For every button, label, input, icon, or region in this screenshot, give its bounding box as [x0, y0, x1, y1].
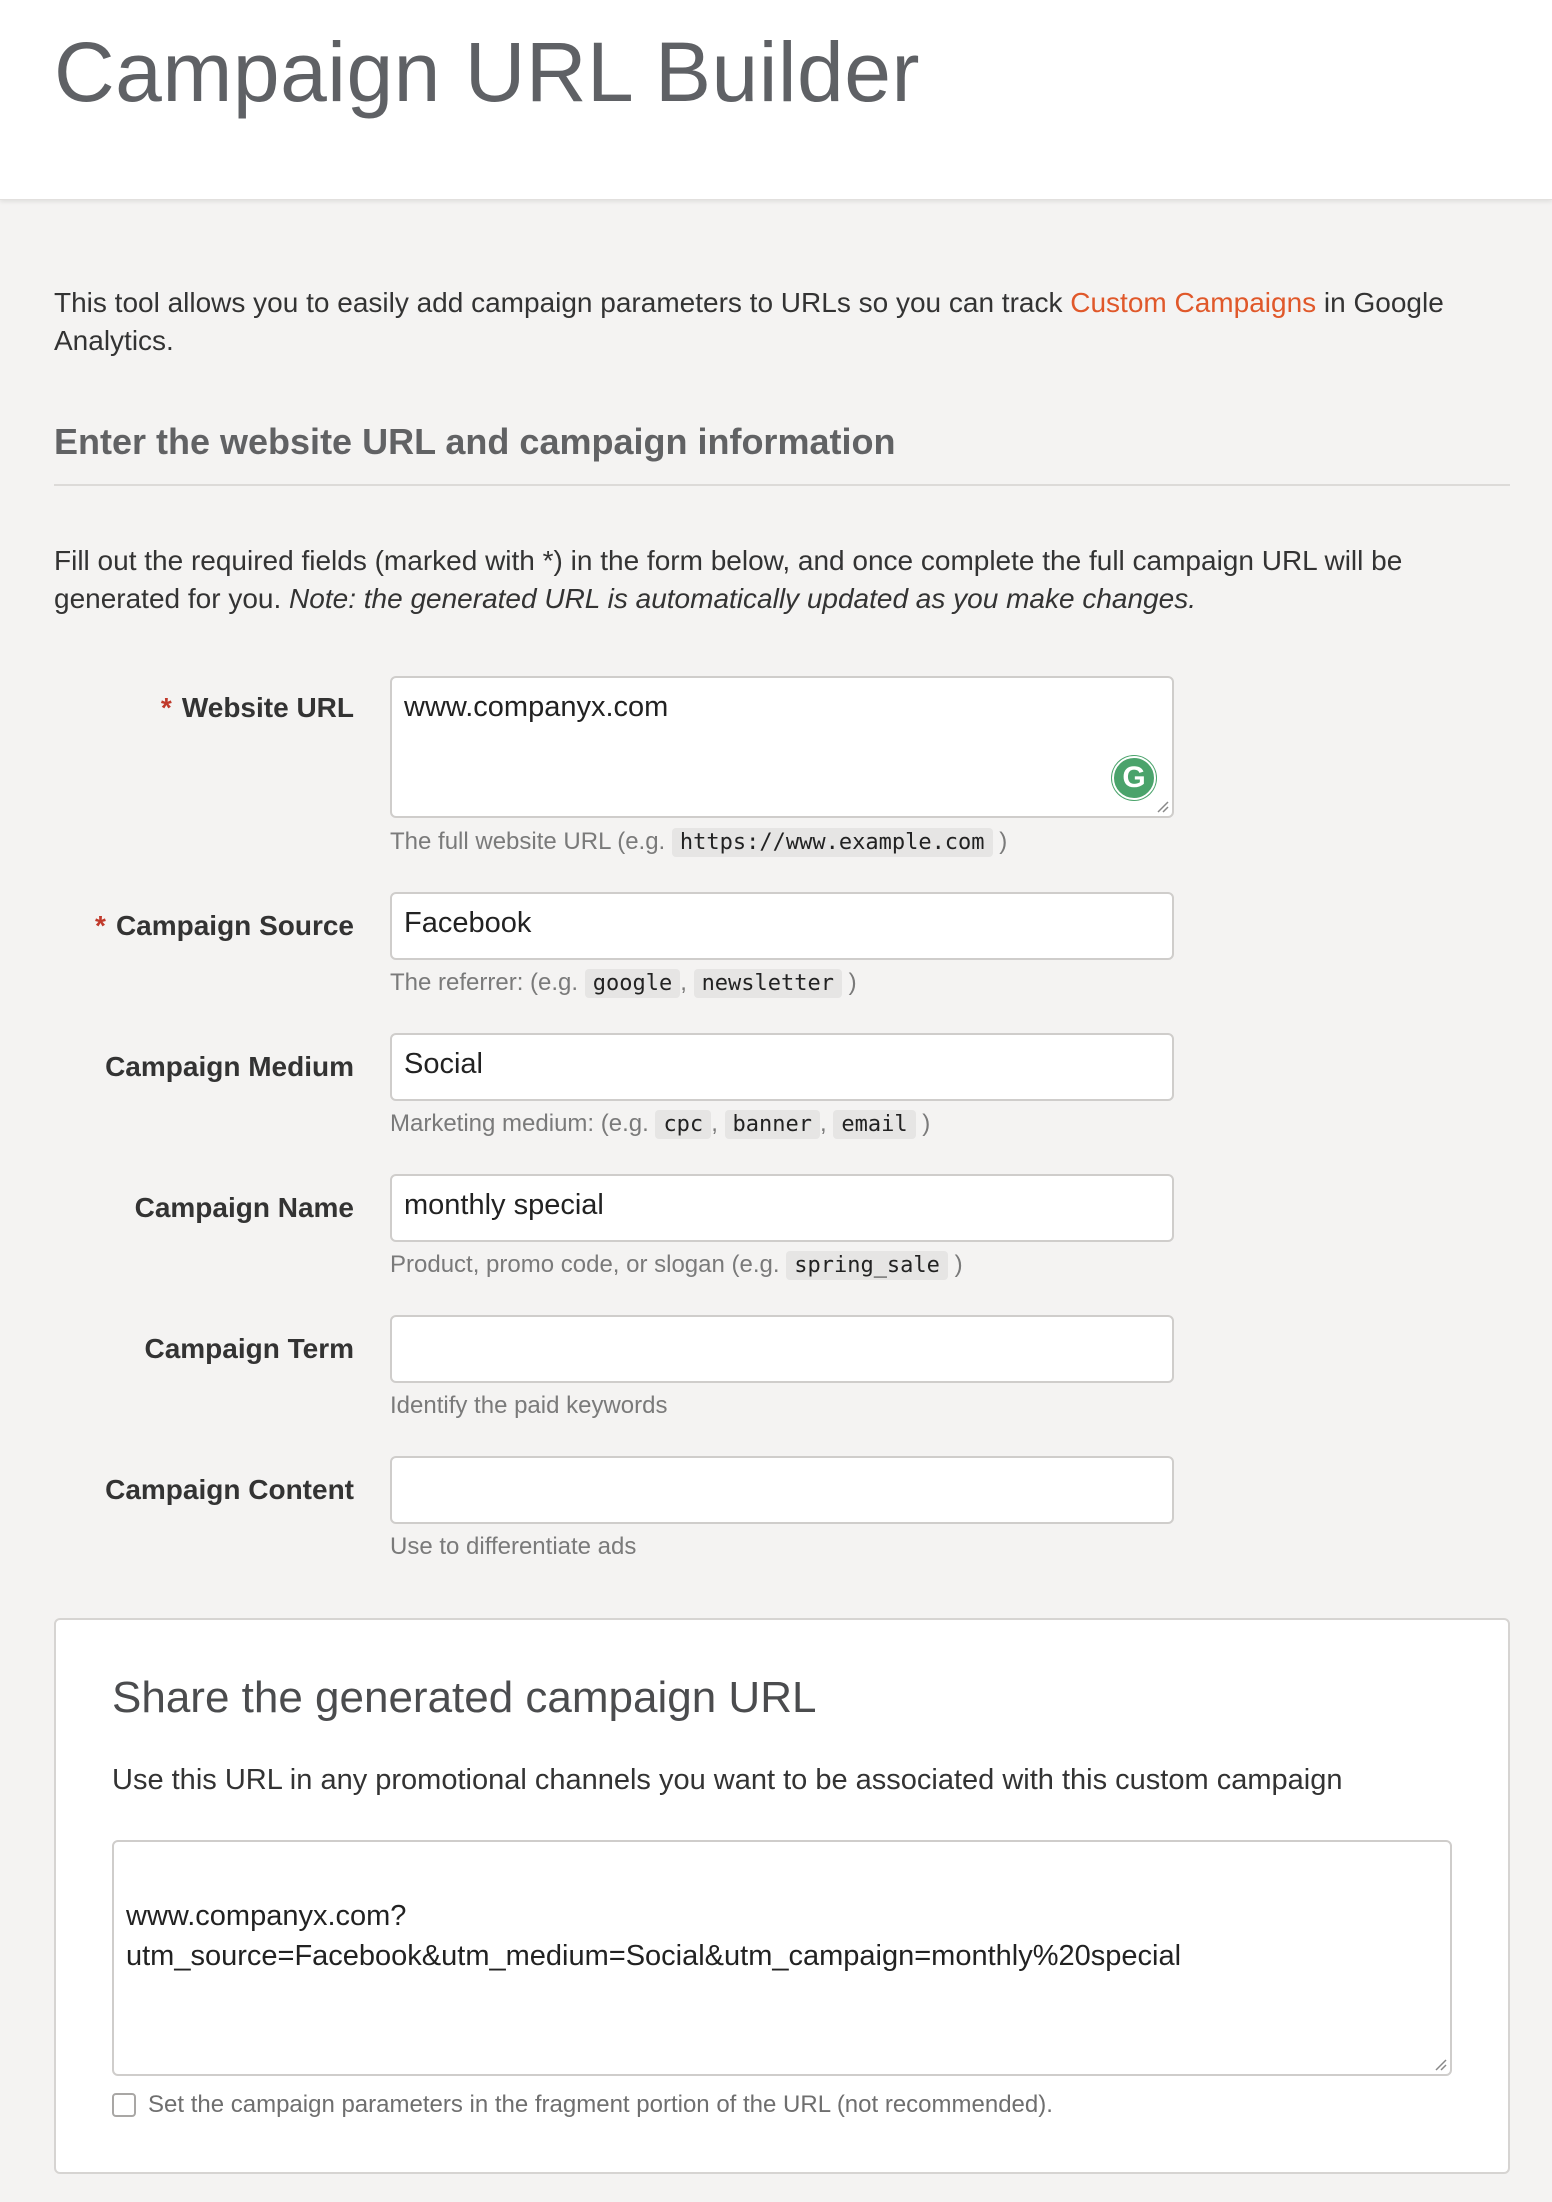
campaign-name-help-end: ) [947, 1251, 963, 1278]
share-description: Use this URL in any promotional channels you want to be associated with this custom campaign [112, 1764, 1343, 1796]
campaign-medium-label: Campaign Medium [105, 1051, 354, 1082]
campaign-source-input[interactable] [390, 892, 1174, 960]
campaign-source-help-text: The referrer: (e.g. [390, 969, 585, 996]
campaign-source-help [390, 966, 857, 1001]
campaign-medium-help-text: Marketing medium: (e.g. [390, 1110, 656, 1137]
website-url-help [390, 825, 1007, 860]
campaign-medium-example-banner: banner [725, 1110, 820, 1139]
website-url-label [0, 688, 354, 728]
instructions-paragraph [54, 542, 1514, 618]
campaign-medium-example-cpc: cpc [655, 1110, 711, 1139]
campaign-term-help: Identify the paid keywords [390, 1392, 668, 1419]
required-marker: * [95, 910, 106, 941]
intro-paragraph [54, 284, 1514, 360]
section-heading: Enter the website URL and campaign information [54, 414, 1510, 486]
comma: , [680, 969, 687, 996]
grammarly-icon[interactable]: G [1112, 756, 1156, 800]
resize-handle-icon[interactable] [1155, 799, 1169, 813]
website-url-value: www.companyx.com [404, 691, 669, 723]
campaign-name-example: spring_sale [786, 1251, 948, 1280]
comma: , [711, 1110, 718, 1137]
required-marker: * [160, 692, 172, 723]
fragment-option[interactable] [112, 2088, 1053, 2122]
custom-campaigns-link[interactable]: Custom Campaigns [1070, 287, 1317, 318]
share-title: Share the generated campaign URL [112, 1673, 817, 1722]
fragment-checkbox[interactable] [112, 2093, 136, 2117]
generated-url-field[interactable] [112, 1840, 1452, 2076]
website-url-field[interactable] [390, 676, 1174, 818]
campaign-medium-help-end: ) [915, 1110, 931, 1137]
website-url-help-end: ) [992, 828, 1008, 855]
instructions-text: Fill out the required fields (marked with *) in the form below, and once complete the full campaign URL will be generated for you. [54, 545, 1403, 614]
fragment-label: Set the campaign parameters in the fragment portion of the URL (not recommended). [148, 2091, 1053, 2118]
website-url-example: https://www.example.com [672, 828, 993, 857]
instructions-note: Note: the generated URL is automatically updated as you make changes. [289, 583, 1196, 614]
page-title: Campaign URL Builder [54, 25, 920, 119]
campaign-source-label [0, 906, 354, 946]
campaign-source-value: Facebook [404, 907, 532, 939]
campaign-source-help-end: ) [842, 969, 857, 996]
intro-text-before: This tool allows you to easily add campaign parameters to URLs so you can track [54, 287, 1071, 318]
share-panel [54, 1618, 1510, 2174]
website-url-help-text: The full website URL (e.g. [390, 828, 672, 855]
campaign-name-help-text: Product, promo code, or slogan (e.g. [390, 1251, 787, 1278]
campaign-medium-help [390, 1107, 930, 1142]
campaign-term-input[interactable] [390, 1315, 1174, 1383]
campaign-name-input[interactable] [390, 1174, 1174, 1242]
campaign-medium-example-email: email [833, 1110, 915, 1139]
page-header [0, 0, 1552, 200]
campaign-name-value: monthly special [404, 1189, 604, 1221]
campaign-name-label: Campaign Name [134, 1192, 354, 1223]
campaign-term-label: Campaign Term [144, 1333, 354, 1364]
campaign-medium-value: Social [404, 1048, 483, 1080]
resize-handle-icon[interactable] [1433, 2057, 1447, 2071]
campaign-content-help: Use to differentiate ads [390, 1533, 637, 1560]
website-url-label-text: Website URL [181, 692, 354, 723]
campaign-source-label-text: Campaign Source [115, 910, 354, 941]
campaign-source-example-newsletter: newsletter [694, 969, 842, 998]
generated-url-value: www.companyx.com? utm_source=Facebook&utm_medium=Social&utm_campaign=monthly%20special [126, 1900, 1182, 1972]
campaign-medium-input[interactable] [390, 1033, 1174, 1101]
campaign-source-example-google: google [585, 969, 680, 998]
comma: , [820, 1110, 827, 1137]
campaign-name-help [390, 1248, 963, 1283]
campaign-content-input[interactable] [390, 1456, 1174, 1524]
campaign-content-label: Campaign Content [105, 1474, 354, 1505]
intro-text-after: in Google Analytics. [54, 287, 1444, 356]
